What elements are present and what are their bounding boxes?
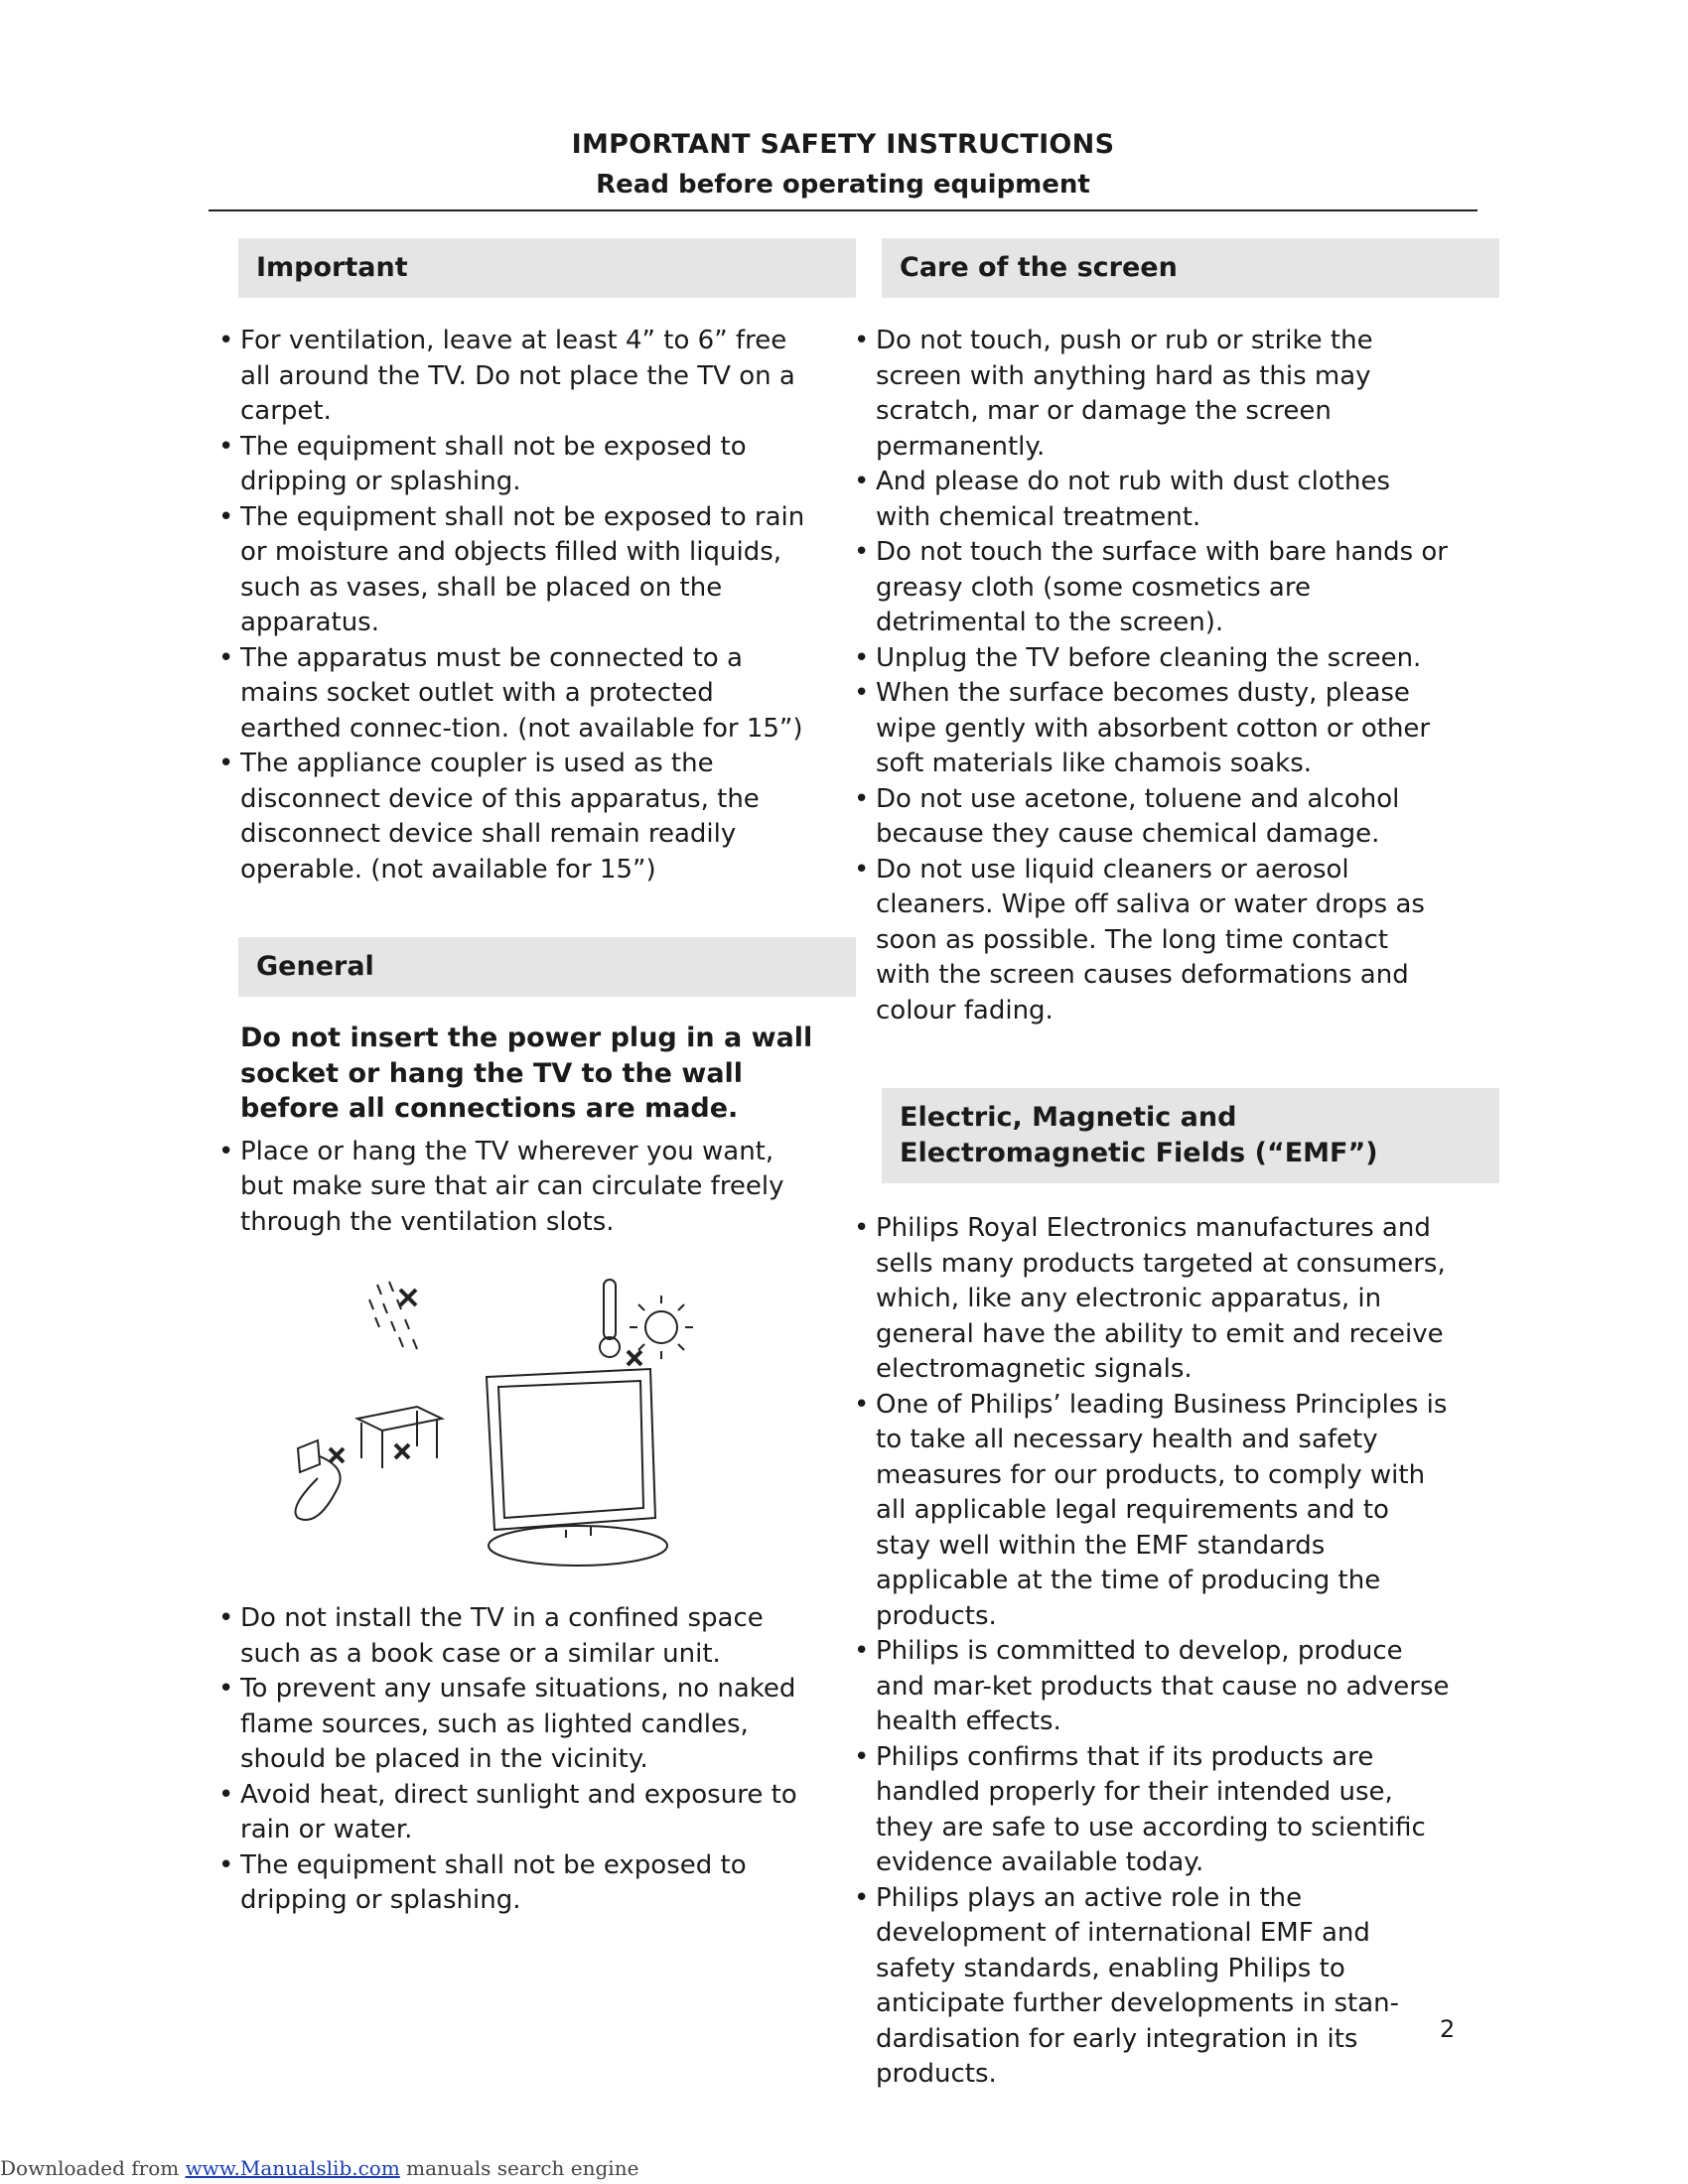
footer-suffix: manuals search engine bbox=[399, 2156, 639, 2180]
download-footer bbox=[0, 2156, 638, 2180]
section-heading-important: Important bbox=[238, 238, 856, 298]
tv-illustration-icon bbox=[487, 1369, 667, 1566]
list-item: • Do not touch the surface with bare hands or greasy cloth (some cosmetics are detrimental to the screen). bbox=[854, 535, 1450, 641]
list-item: • Do not use liquid cleaners or aerosol cleaners. Wipe off saliva or water drops as soon as possible. The long time contact with the screen causes deformations and colour fading. bbox=[854, 853, 1450, 1029]
safety-illustration bbox=[258, 1270, 774, 1577]
header-rule bbox=[209, 209, 1477, 211]
list-item: • Philips is committed to develop, produce and mar-ket products that cause no adverse health effects. bbox=[854, 1634, 1450, 1740]
list-item: • The equipment shall not be exposed to rain or moisture and objects filled with liquids, such as vases, shall be placed on the apparatus. bbox=[218, 500, 814, 641]
list-item: • Do not touch, push or rub or strike the screen with anything hard as this may scratch, mar or damage the screen permanently. bbox=[854, 324, 1450, 465]
section-heading-emf: Electric, Magnetic and Electromagnetic Fields (“EMF”) bbox=[882, 1088, 1499, 1183]
care-list bbox=[854, 324, 1450, 1028]
page-subtitle: Read before operating equipment bbox=[596, 170, 1090, 200]
list-item: • For ventilation, leave at least 4” to 6” free all around the TV. Do not place the TV on a carpet. bbox=[218, 324, 814, 430]
manualslib-link[interactable]: www.Manualslib.com bbox=[185, 2156, 400, 2180]
list-item: • Place or hang the TV wherever you want, but make sure that air can circulate freely through the ventilation slots. bbox=[218, 1135, 814, 1241]
list-item: • And please do not rub with dust clothes with chemical treatment. bbox=[854, 465, 1450, 535]
list-item: • To prevent any unsafe situations, no naked flame sources, such as lighted candles, should be placed in the vicinity. bbox=[218, 1672, 814, 1778]
prohibit-mark-icon bbox=[400, 1290, 416, 1305]
list-item: • The equipment shall not be exposed to dripping or splashing. bbox=[218, 430, 814, 500]
page-header bbox=[209, 129, 1477, 200]
list-item: • Unplug the TV before cleaning the screen. bbox=[854, 641, 1450, 677]
general-list-top bbox=[218, 1135, 814, 1241]
list-item: • One of Philips’ leading Business Principles is to take all necessary health and safety measures for our products, to comply with all applicable legal requirements and to stay well within the EMF standards applicable at the time of producing the products. bbox=[854, 1388, 1450, 1635]
sun-icon bbox=[630, 1296, 693, 1359]
footer-prefix: Downloaded from bbox=[0, 2156, 186, 2180]
rain-icon bbox=[369, 1282, 417, 1349]
list-item: • Philips confirms that if its products are handled properly for their intended use, they are safe to use according to scientific evidence available today. bbox=[854, 1740, 1450, 1881]
emf-list bbox=[854, 1211, 1450, 2093]
section-heading-general: General bbox=[238, 937, 856, 997]
right-column bbox=[854, 238, 1450, 2093]
general-list-bottom bbox=[218, 1601, 814, 1919]
prohibit-mark-icon bbox=[395, 1444, 409, 1458]
page-number: 2 bbox=[1440, 2015, 1456, 2043]
left-column bbox=[218, 238, 814, 1919]
list-item: • Do not install the TV in a confined space such as a book case or a similar unit. bbox=[218, 1601, 814, 1672]
list-item: • Philips plays an active role in the development of international EMF and safety standards, enabling Philips to anticipate further developments in stan-dardisation for early integration in its products. bbox=[854, 1881, 1450, 2093]
list-item: • Do not use acetone, toluene and alcohol because they cause chemical damage. bbox=[854, 782, 1450, 853]
list-item: • Avoid heat, direct sunlight and exposure to rain or water. bbox=[218, 1778, 814, 1848]
list-item: • The apparatus must be connected to a mains socket outlet with a protected earthed connec-tion. (not available for 15”) bbox=[218, 641, 814, 748]
thermometer-icon bbox=[600, 1280, 620, 1357]
section-heading-care: Care of the screen bbox=[882, 238, 1499, 298]
prohibit-mark-icon bbox=[330, 1448, 344, 1462]
list-item: • The equipment shall not be exposed to dripping or splashing. bbox=[218, 1848, 814, 1919]
list-item: • The appliance coupler is used as the disconnect device of this apparatus, the disconnect device shall remain readily operable. (not available for 15”) bbox=[218, 747, 814, 887]
table-icon bbox=[357, 1407, 442, 1468]
prohibit-mark-icon bbox=[628, 1351, 641, 1365]
important-list bbox=[218, 324, 814, 887]
list-item: • Philips Royal Electronics manufactures and sells many products targeted at consumers, which, like any electronic apparatus, in general have the ability to emit and receive electromagnetic signals. bbox=[854, 1211, 1450, 1388]
page-title: IMPORTANT SAFETY INSTRUCTIONS bbox=[571, 129, 1115, 160]
general-warning: Do not insert the power plug in a wall socket or hang the TV to the wall before all connections are made. bbox=[240, 1023, 813, 1124]
list-item: • When the surface becomes dusty, please wipe gently with absorbent cotton or other soft materials like chamois soaks. bbox=[854, 676, 1450, 782]
